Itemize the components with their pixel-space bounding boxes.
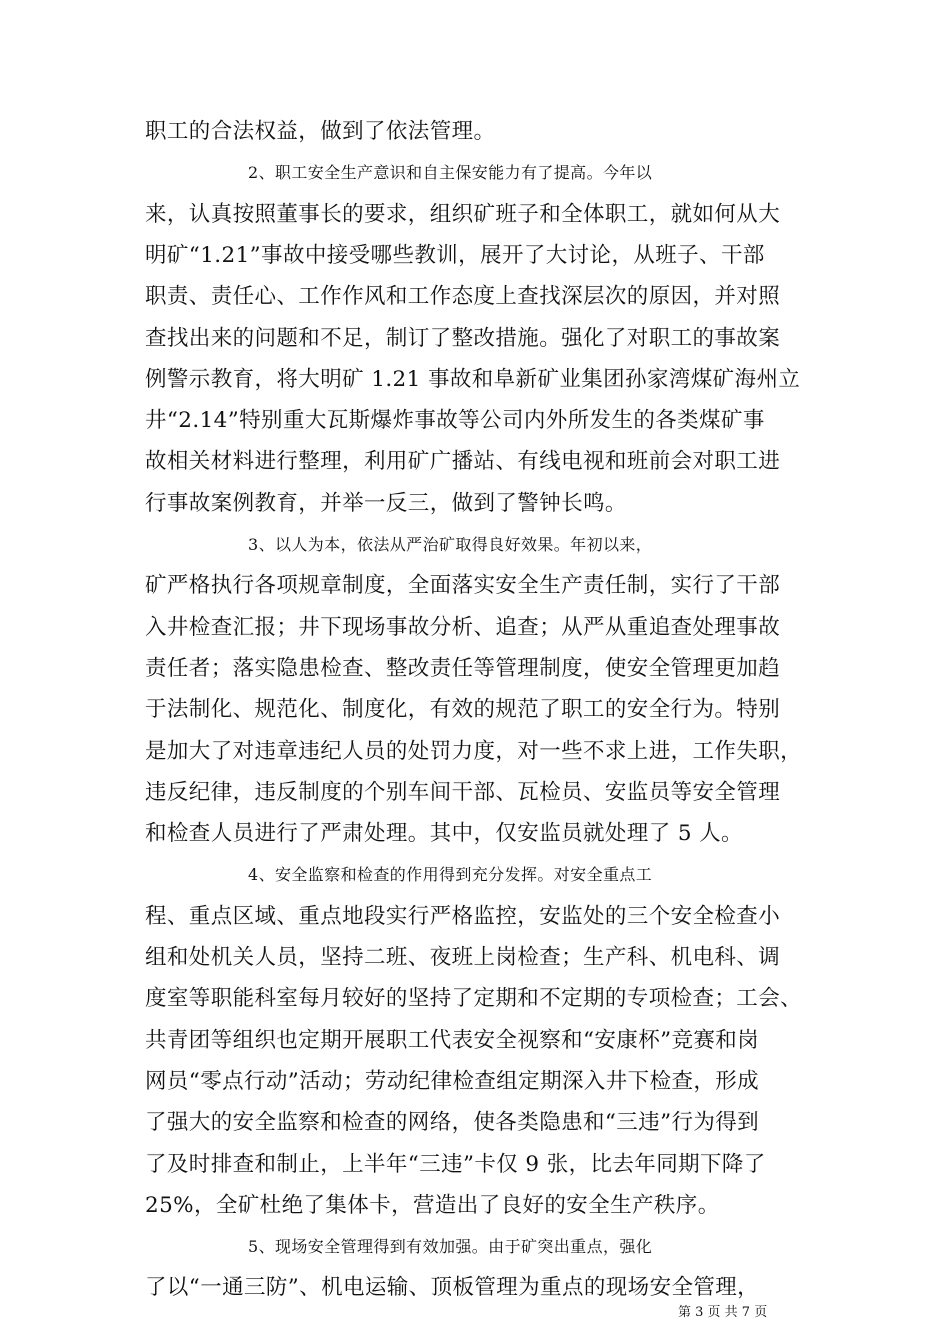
text-line: 共青团等组织也定期开展职工代表安全视察和“安康杯”竞赛和岗 (145, 1027, 760, 1053)
paragraph-5-start: 5、现场安全管理得到有效加强。由于矿突出重点，强化 (248, 1237, 653, 1257)
text-line: 了强大的安全监察和检查的网络，使各类隐患和“三违”行为得到 (145, 1110, 760, 1136)
text-line: 行事故案例教育，并举一反三，做到了警钟长鸣。 (145, 490, 627, 516)
text-line: 来，认真按照董事长的要求，组织矿班子和全体职工，就如何从大 (145, 201, 781, 227)
text-line: 职工的合法权益，做到了依法管理。 (145, 119, 496, 144)
text-line: 矿严格执行各项规章制度，全面落实安全生产责任制，实行了干部 (145, 573, 781, 599)
text-line: 程、重点区域、重点地段实行严格监控，安监处的三个安全检查小 (145, 903, 781, 929)
text-line: 例警示教育，将大明矿 1.21 事故和阜新矿业集团孙家湾煤矿海州立 (145, 366, 801, 392)
text-line: 是加大了对违章违纪人员的处罚力度，对一些不求上进，工作失职， (145, 738, 803, 764)
paragraph-2-start: 2、职工安全生产意识和自主保安能力有了提高。今年以 (248, 163, 653, 183)
text-line: 网员“零点行动”活动；劳动纪律检查组定期深入井下检查，形成 (145, 1068, 760, 1094)
paragraph-4-start: 4、安全监察和检查的作用得到充分发挥。对安全重点工 (248, 865, 653, 885)
paragraph-3-start: 3、以人为本，依法从严治矿取得良好效果。年初以来， (248, 535, 653, 554)
text-line: 组和处机关人员，坚持二班、夜班上岗检查；生产科、机电科、调 (145, 945, 781, 970)
text-line: 入井检查汇报；井下现场事故分析、追查；从严从重追查处理事故 (145, 614, 781, 640)
text-line: 故相关材料进行整理，利用矿广播站、有线电视和班前会对职工进 (145, 449, 781, 475)
text-line: 度室等职能科室每月较好的坚持了定期和不定期的专项检查；工会、 (145, 986, 803, 1012)
text-line: 了及时排查和制止，上半年“三违”卡仅 9 张，比去年同期下降了 (145, 1151, 766, 1177)
text-line: 25%，全矿杜绝了集体卡，营造出了良好的安全生产秩序。 (145, 1192, 720, 1218)
page-number: 第 3 页 共 7 页 (678, 1305, 768, 1320)
text-line: 查找出来的问题和不足，制订了整改措施。强化了对职工的事故案 (145, 325, 781, 351)
text-line: 了以“一通三防”、机电运输、顶板管理为重点的现场安全管理， (145, 1275, 760, 1301)
text-line: 井“2.14”特别重大瓦斯爆炸事故等公司内外所发生的各类煤矿事 (145, 408, 765, 434)
text-line: 职责、责任心、工作作风和工作态度上查找深层次的原因，并对照 (145, 284, 781, 310)
text-line: 于法制化、规范化、制度化，有效的规范了职工的安全行为。特别 (145, 697, 781, 723)
text-line: 和检查人员进行了严肃处理。其中，仅安监员就处理了 5 人。 (145, 821, 743, 847)
text-line: 违反纪律，违反制度的个别车间干部、瓦检员、安监员等安全管理 (145, 779, 781, 805)
text-line: 明矿“1.21”事故中接受哪些教训，展开了大讨论，从班子、干部 (145, 242, 765, 268)
text-line: 责任者；落实隐患检查、整改责任等管理制度，使安全管理更加趋 (145, 655, 781, 681)
